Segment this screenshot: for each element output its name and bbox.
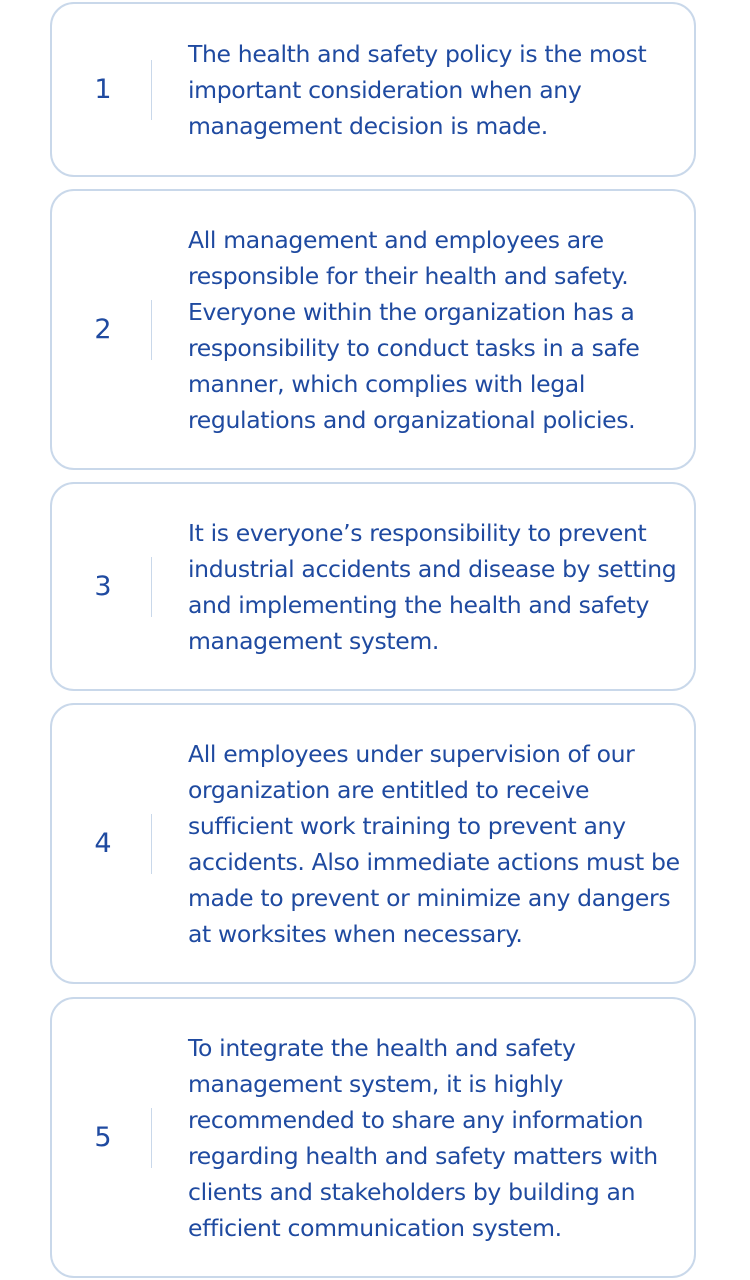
policy-card-5 xyxy=(50,997,696,1278)
policy-number: 3 xyxy=(94,570,112,602)
policy-text: It is everyone’s responsibility to prevent industrial accidents and disease by setting and implementing the health and safety management system. xyxy=(188,518,677,655)
divider xyxy=(151,60,152,120)
policy-text: The health and safety policy is the most important consideration when any management decision is made. xyxy=(188,39,647,140)
policy-number: 2 xyxy=(94,313,112,345)
divider xyxy=(151,557,152,617)
policy-number: 5 xyxy=(94,1121,112,1153)
policy-card-4 xyxy=(50,703,696,984)
policy-card-1 xyxy=(50,2,696,177)
divider xyxy=(151,300,152,360)
policy-text: To integrate the health and safety management system, it is highly recommended to share any information regarding health and safety matters with clients and stakeholders by building an efficient communication system. xyxy=(188,1033,658,1242)
policy-text: All management and employees are responsible for their health and safety. Everyone within the organization has a responsibility to conduct tasks in a safe manner, which complies with legal regulations and organizational policies. xyxy=(188,225,640,434)
policy-text: All employees under supervision of our organization are entitled to receive sufficient work training to prevent any accidents. Also immediate actions must be made to prevent or minimize any dangers at worksites when necessary. xyxy=(188,739,680,948)
policy-card-3 xyxy=(50,482,696,691)
policy-card-2 xyxy=(50,189,696,470)
policy-number: 1 xyxy=(94,73,112,105)
policy-number: 4 xyxy=(94,827,112,859)
divider xyxy=(151,1108,152,1168)
divider xyxy=(151,814,152,874)
